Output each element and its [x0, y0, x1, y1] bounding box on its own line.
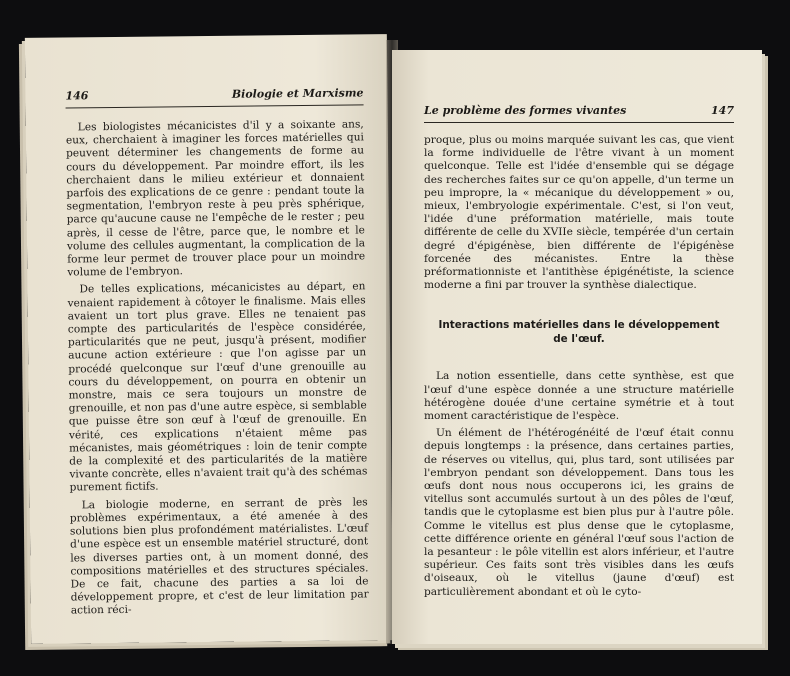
page-number-147: 147	[711, 104, 734, 117]
left-page-header	[65, 86, 363, 102]
right-page	[392, 50, 762, 644]
left-page-body	[66, 118, 369, 622]
left-paragraph-2: De telles explications, mécanicistes au départ, en venaient rapidement à côtoyer le finalisme. Mais elles avaient un tort plus grave. Elles ne tenaient pas compte des particularités de l'espèce considérée, particularités que ne peut, jusqu'à présent, modifier aucune action extérieure : que l'on agisse par un procédé quelconque sur l'œuf d'une grenouille au cours du développement, on pourra en obtenir un monstre, mais ce sera toujours un monstre de grenouille, et non pas d'une autre espèce, si semblable que puisse être son œuf à l'œuf de grenouille. En vérité, ces explications n'étaient même pas mécanistes, mais géométriques : loin de tenir compte de la complexité et des particularités de la matière vivante concrète, elles n'avaient trait qu'à des schémas purement fictifs.	[67, 280, 368, 494]
right-paragraph-1: La notion essentielle, dans cette synthèse, est que l'œuf d'une espèce donnée a une structure matérielle hétérogène douée d'une certaine symétrie et à tout moment caractéristique de l'espèce.	[424, 370, 734, 423]
running-title-right: Le problème des formes vivantes	[424, 104, 627, 117]
right-page-header	[424, 104, 734, 117]
running-title-left: Biologie et Marxisme	[231, 86, 364, 101]
left-paragraph-1: Les biologistes mécanicistes d'il y a soixante ans, eux, cherchaient à imaginer les forces matérielles qui peuvent déterminer les changements de forme au cours du développement. Par moindre effort, ils les cherchaient dans le milieu extérieur et donnaient parfois des explications de ce genre : pendant toute la segmentation, l'embryon reste à peu près sphérique, parce qu'aucune cause ne l'empêche de le rester ; peu après, il cesse de l'être, parce que, le nombre et le volume des cellules augmentant, la complication de la forme leur permet de trouver place pour un moindre volume de l'embryon.	[65, 118, 366, 279]
left-page	[25, 34, 393, 644]
right-paragraph-continued: proque, plus ou moins marquée suivant les cas, que vient la forme individuelle de l'être vivant à un moment quelconque. Telle est l'idée d'ensemble qui se dégage des recherches faites sur ce qu'on appelle, d'un terme un peu impropre, la « mécanique du développement » ou, mieux, l'embryologie expérimentale. C'est, si l'on veut, l'idée d'une préformation matérielle, mais toute différente de celle du XVIIe siècle, tempérée d'un certain degré d'épigénèse, bien différente de l'épigénèse forcenée des mécanistes. Entre la thèse préformationniste et l'antithèse épigénétiste, la science moderne a fini par trouver la synthèse dialectique.	[424, 134, 734, 292]
header-rule-left	[66, 104, 364, 108]
header-rule-right	[424, 122, 734, 123]
page-number-146: 146	[65, 89, 89, 103]
right-paragraph-2: Un élément de l'hétérogénéité de l'œuf était connu depuis longtemps : la présence, dans certaines parties, de réserves ou vitellus, qui, plus tard, sont utilisées par l'embryon pendant son développement. Dans tous les œufs dont nous nous occuperons ici, les grains de vitellus sont accumulés surtout à un des pôles de l'œuf, tandis que le cytoplasme est bien plus pur à l'autre pôle. Comme le vitellus est plus dense que le cytoplasme, cette différence oriente en général l'œuf sous l'action de la pesanteur : le pôle vitellin est alors inférieur, et l'autre supérieur. Ces faits sont très visibles dans les œufs d'oiseaux, où le vitellus (jaune d'œuf) est particulièrement abondant et où le cyto-	[424, 427, 734, 598]
section-title: Interactions matérielles dans le développement de l'œuf.	[438, 319, 720, 346]
left-paragraph-3: La biologie moderne, en serrant de près les problèmes expérimentaux, a été amenée à des solutions bien plus profondément matérialistes. L'œuf d'une espèce est un ensemble matériel structuré, dont les diverses parties ont, à un moment donné, des compositions matérielles et des structures spéciales. De ce fait, chacune des parties a sa loi de développement propre, et c'est de leur limitation par action réci-	[69, 496, 369, 617]
right-page-body	[424, 134, 734, 603]
